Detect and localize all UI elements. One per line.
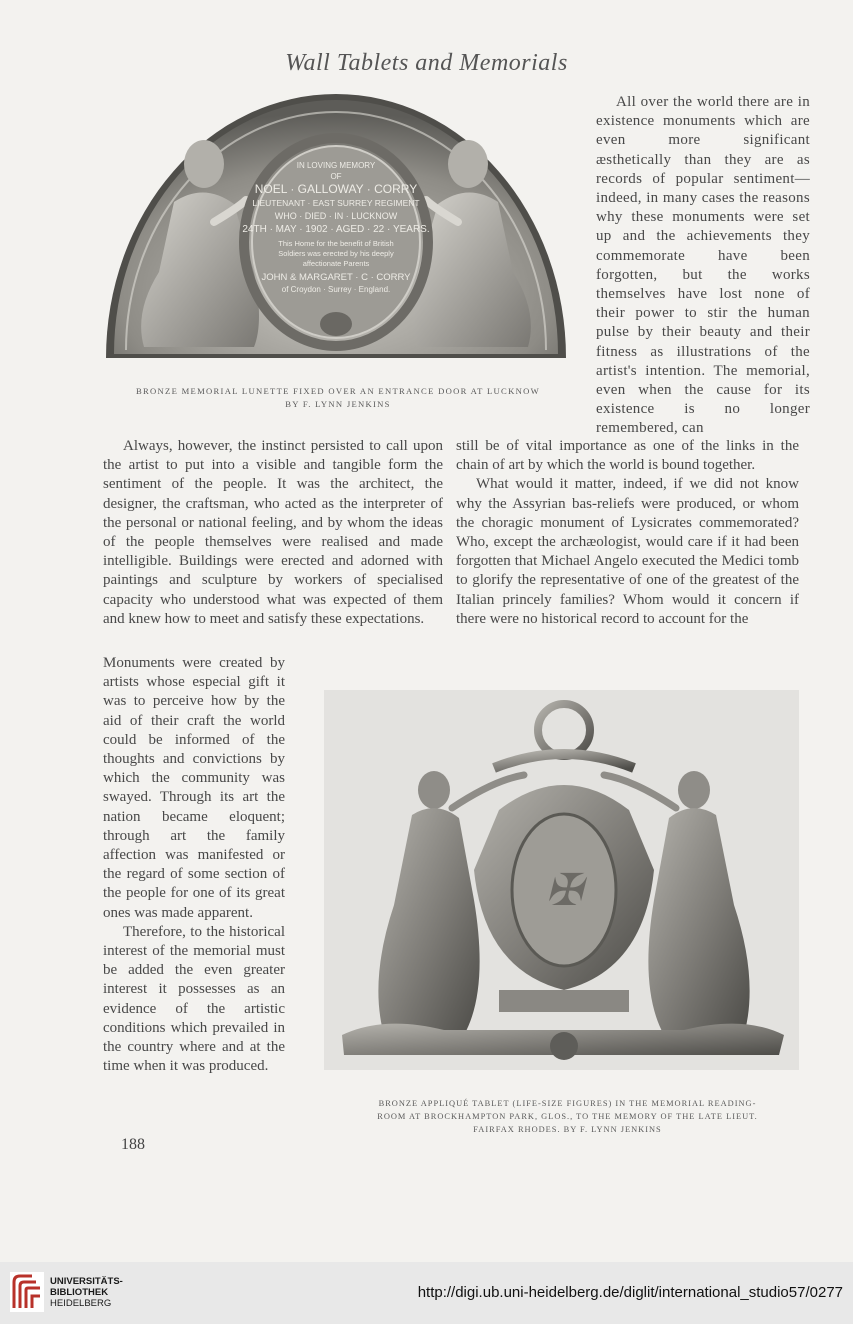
paragraph: Therefore, to the historical interest of the memorial must be added the even greater interest it possesses as an evidence of the artistic conditions which prevailed in the country where and at the time when it was produced. (103, 923, 285, 1075)
figure2-caption-line3: FAIRFAX RHODES. BY F. LYNN JENKINS (473, 1125, 662, 1134)
library-name-line1: UNIVERSITÄTS- (50, 1276, 123, 1287)
body-text-left (103, 437, 443, 629)
inscription-line: JOHN & MARGARET · C · CORRY (261, 272, 411, 283)
applique-tablet-image (324, 690, 799, 1070)
inscription-line: Soldiers was erected by his deeply (278, 249, 394, 258)
figure2-caption (320, 1097, 815, 1136)
paragraph: still be of vital importance as one of the links in the chain of art by which the world is bound together. (456, 438, 799, 474)
body-text-left-narrow (103, 654, 285, 1076)
inscription-line: OF (330, 172, 342, 181)
source-url-link[interactable]: http://digi.ub.uni-heidelberg.de/diglit/international_studio57/0277 (417, 1284, 843, 1301)
paragraph: All over the world there are in existence monuments which are even more significant æsthetically than they are as records of popular sentiment—indeed, in many cases the reasons why these monuments were set up and the achievements they commemorate have been forgotten, but the works themselves have lost none of their power to stir the human pulse by their beauty and their fitness as illustrations of the artist's intention. The memorial, even when the cause for its existence is no longer remembered, can (596, 94, 810, 437)
inscription-line: NOEL · GALLOWAY · CORRY (254, 182, 418, 196)
paragraph: What would it matter, indeed, if we did not know why the Assyrian bas-reliefs were produced, or whom the choragic monument of Lysicrates commemorated? Who, except the archæologist, would care if it had been forgotten that Michael Angelo executed the Medici tomb to glorify the representative of one of the greatest of the Italian princely families? Whom would it concern if there were no historical record to account for the (456, 476, 799, 627)
paragraph: Always, however, the instinct persisted to call upon the artist to put into a visible and tangible form the sentiment of the people. It was the architect, the designer, the craftsman, who acted as the interpreter of the personal or national feeling, and by whom the ideas of the people themselves were realised and made intelligible. Buildings were erected and adorned with paintings and sculpture by workers of specialised capacity who understood what was expected of them and knew how to meet and satisfy these expectations. (103, 438, 443, 627)
inscription-line: WHO · DIED · IN · LUCKNOW (274, 211, 398, 221)
library-name (50, 1276, 123, 1309)
figure2-caption-line2: ROOM AT BROCKHAMPTON PARK, GLOS., TO THE MEMORY OF THE LATE LIEUT. (377, 1112, 758, 1121)
inscription-line: LIEUTENANT · EAST SURREY REGIMENT (252, 198, 420, 208)
body-text-right-top (596, 93, 810, 439)
running-title: Wall Tablets and Memorials (285, 50, 568, 76)
library-name-line2: BIBLIOTHEK (50, 1287, 109, 1298)
inscription-line: IN LOVING MEMORY (296, 161, 376, 170)
figure1-caption-line1: BRONZE MEMORIAL LUNETTE FIXED OVER AN ENTRANCE DOOR AT LUCKNOW (135, 386, 541, 396)
inscription-line: 24TH · MAY · 1902 · AGED · 22 · YEARS. (242, 224, 430, 235)
paragraph: Monuments were created by artists whose especial gift it was to perceive how by the aid of their craft the world could be informed of the thoughts and convictions by which the community was swayed. Through its art the nation became eloquent; through art the family affection was manifested or the regard of some section of the people for one of its great ones was made apparent. (103, 655, 285, 921)
figure1-caption-line2: BY F. LYNN JENKINS (285, 399, 391, 409)
page-number: 188 (121, 1136, 145, 1153)
library-name-line3: HEIDELBERG (50, 1298, 112, 1309)
library-logo-icon (10, 1272, 44, 1312)
inscription-line: This Home for the benefit of British (278, 239, 394, 248)
viewer-footer (0, 1262, 853, 1324)
monogram-icon: ✠ (545, 866, 583, 915)
body-text-right (456, 437, 799, 629)
memorial-lunette-image (104, 92, 568, 360)
inscription-line: of Croydon · Surrey · England. (281, 285, 391, 294)
figure1-caption (100, 385, 576, 411)
inscription-line: affectionate Parents (302, 259, 370, 268)
figure2-caption-line1: BRONZE APPLIQUÉ TABLET (LIFE-SIZE FIGURES) IN THE MEMORIAL READING- (378, 1099, 757, 1108)
